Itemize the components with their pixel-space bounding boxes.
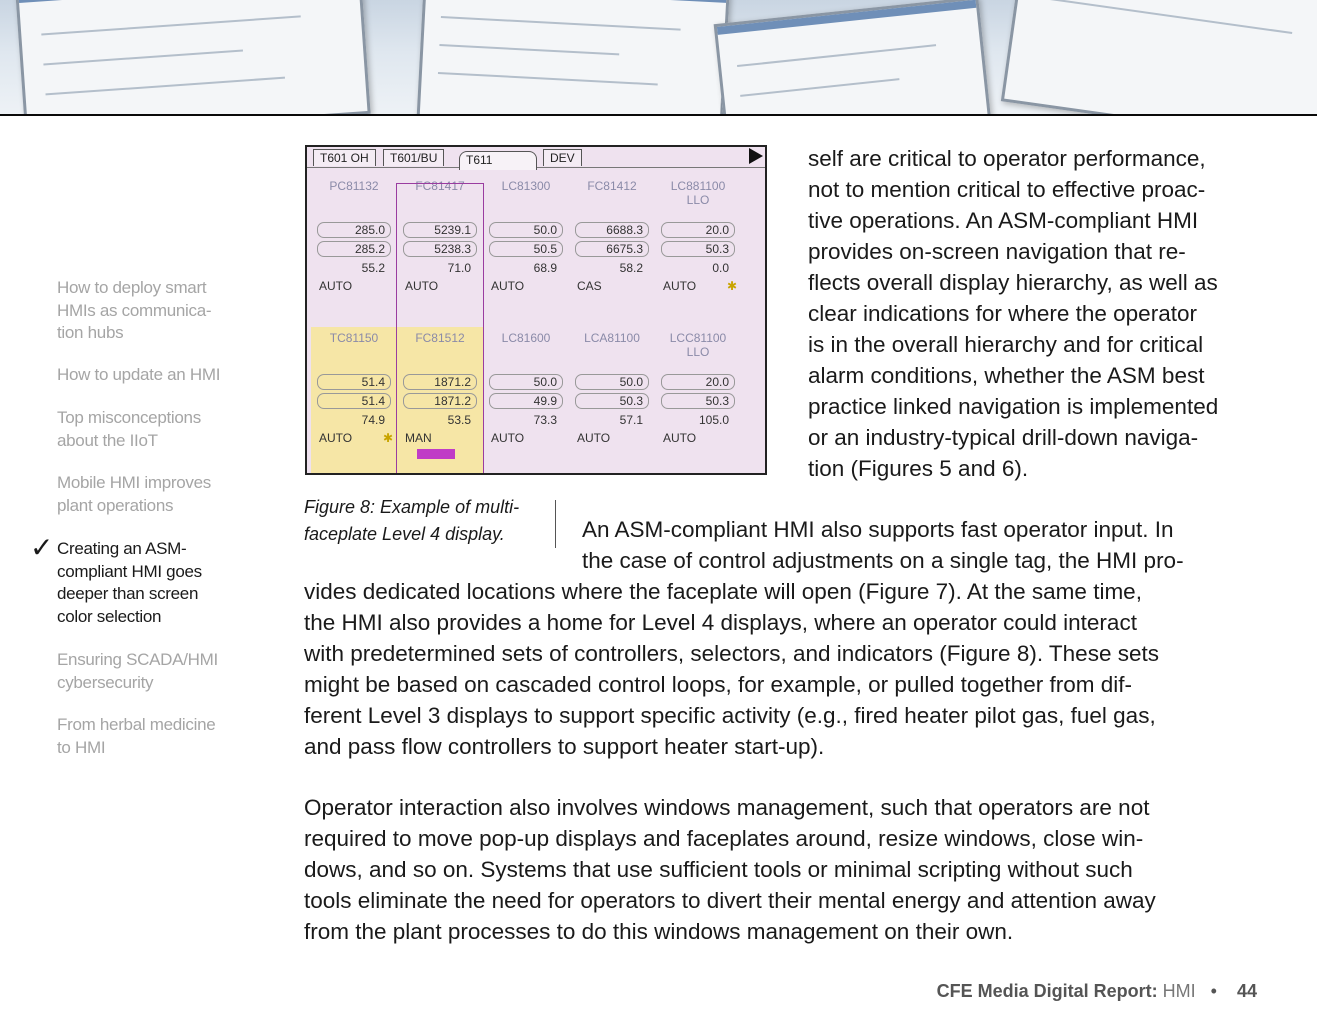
mode-label: AUTO [405, 279, 439, 293]
output-value: 0.0 [712, 261, 729, 275]
faceplate [483, 175, 569, 323]
output-value: 71.0 [447, 261, 471, 275]
nav-item-herbal-medicine[interactable] [57, 714, 237, 759]
nav-item-label: color selection [57, 606, 162, 626]
tab-t601-oh: T601 OH [313, 149, 376, 166]
text-line: from the plant processes to do this windows management on their own. [304, 919, 1014, 944]
text-line: dows, and so on. Systems that use sufficient tools or minimal scripting without such [304, 857, 1133, 882]
setpoint-value: 6688.3 [606, 223, 643, 237]
text-line: the case of control adjustments on a single tag, the HMI pro- [582, 548, 1184, 573]
banner-screen-image [1001, 0, 1317, 116]
text-line: required to move pop-up displays and faceplates around, resize windows, close win- [304, 826, 1144, 851]
setpoint-value: 285.0 [354, 223, 385, 237]
alarm-star-icon: ✱ [726, 279, 737, 293]
output-value: 73.3 [533, 413, 557, 427]
page-number: 44 [1236, 981, 1257, 1001]
nav-item-smart-hmis[interactable] [57, 277, 237, 345]
setpoint-value: 50.0 [619, 375, 643, 389]
process-value: 49.9 [533, 394, 557, 408]
setpoint-value: 51.4 [361, 375, 385, 389]
text-line: tion (Figures 5 and 6). [808, 456, 1029, 481]
figure-8-faceplate-display [305, 145, 767, 475]
text-line: or an industry-typical drill-down naviga- [808, 425, 1199, 450]
setpoint-value: 20.0 [705, 375, 729, 389]
mode-label: AUTO [663, 431, 697, 445]
footer-section: HMI [1162, 981, 1196, 1001]
text-line: with predetermined sets of controllers, selectors, and indicators (Figure 8). These sets [304, 641, 1159, 666]
faceplate [483, 327, 569, 475]
process-value: 285.2 [354, 242, 385, 256]
page-footer [937, 979, 1257, 1003]
process-value: 50.3 [619, 394, 643, 408]
nav-item-label: deeper than screen [57, 584, 199, 603]
output-value: 53.5 [447, 413, 471, 427]
tab-dev: DEV [543, 149, 582, 166]
faceplate [655, 327, 741, 475]
output-value: 68.9 [533, 261, 557, 275]
text-line: might be based on cascaded control loops, for example, or pulled together from dif- [304, 672, 1132, 697]
faceplate-tab-bar [307, 147, 765, 168]
nav-item-label: How to deploy smart [57, 278, 207, 297]
mode-label: CAS [577, 279, 602, 293]
caption-divider [555, 500, 556, 548]
text-line: Operator interaction also involves windows management, such that operators are not [304, 795, 1150, 820]
setpoint-value: 20.0 [705, 223, 729, 237]
faceplate [655, 175, 741, 323]
nav-item-iiot-misconceptions[interactable] [57, 407, 237, 452]
process-value: 51.4 [361, 394, 385, 408]
footer-bullet: • [1210, 981, 1217, 1001]
faceplate-tag: FC81512 [415, 331, 465, 345]
text-line: and pass flow controllers to support heater start-up). [304, 734, 825, 759]
output-value: 74.9 [361, 413, 385, 427]
nav-item-label: From herbal medicine [57, 715, 216, 734]
figure-caption [304, 494, 554, 548]
output-value: 55.2 [361, 261, 385, 275]
faceplate-tag: FC81417 [415, 179, 465, 193]
mode-label: AUTO [319, 431, 353, 445]
process-value: 1871.2 [434, 394, 471, 408]
nav-item-update-hmi[interactable] [57, 364, 237, 387]
nav-item-label: Top misconceptions [57, 408, 201, 427]
setpoint-value: 5239.1 [434, 223, 471, 237]
mode-label: AUTO [577, 431, 611, 445]
output-value: 58.2 [619, 261, 643, 275]
nav-item-label: Mobile HMI improves [57, 473, 211, 492]
process-value: 5238.3 [434, 242, 471, 256]
mode-label: AUTO [491, 279, 525, 293]
arrow-right-icon [749, 148, 763, 164]
faceplate-tag: TC81150 [329, 331, 379, 345]
faceplate-limit-label: LLO [686, 193, 710, 207]
text-line: An ASM-compliant HMI also supports fast operator input. In [582, 517, 1174, 542]
banner-screen-image [15, 0, 370, 116]
nav-item-label: Ensuring SCADA/HMI [57, 650, 218, 669]
text-line: self are critical to operator performance, [808, 146, 1206, 171]
nav-item-label: tion hubs [57, 323, 124, 342]
tab-t611: T611 [459, 151, 537, 170]
text-line: the HMI also provides a home for Level 4 displays, where an operator could interact [304, 610, 1137, 635]
setpoint-value: 50.0 [533, 223, 557, 237]
nav-item-label: HMIs as communica- [57, 300, 212, 320]
faceplate-tag: LC81600 [501, 331, 551, 345]
process-value: 50.3 [705, 394, 729, 408]
text-line: ferent Level 3 displays to support specific activity (e.g., fired heater pilot gas, fuel gas, [304, 703, 1156, 728]
text-line: not to mention critical to effective proac- [808, 177, 1206, 202]
checkmark-icon: ✓ [30, 532, 54, 563]
tab-t601-bu: T601/BU [383, 149, 444, 166]
nav-item-label: How to update an HMI [57, 365, 221, 384]
faceplate-tag: PC81132 [329, 179, 379, 193]
nav-item-label: Creating an ASM- [57, 539, 187, 558]
setpoint-value: 50.0 [533, 375, 557, 389]
mode-label: AUTO [663, 279, 697, 293]
mode-label: MAN [405, 431, 432, 445]
faceplate-limit-label: LLO [686, 345, 710, 359]
caption-line: faceplate Level 4 display. [304, 524, 505, 544]
text-line: provides on-screen navigation that re- [808, 239, 1186, 264]
header-rule [0, 114, 1317, 116]
output-value: 57.1 [619, 413, 643, 427]
process-value: 6675.3 [606, 242, 643, 256]
faceplate-tag: LC881100 [670, 179, 726, 193]
text-line: tive operations. An ASM-compliant HMI [808, 208, 1199, 233]
header-banner [0, 0, 1317, 116]
text-line: flects overall display hierarchy, as well as [808, 270, 1218, 295]
alarm-star-icon: ✱ [382, 431, 393, 445]
nav-item-label: to HMI [57, 737, 106, 757]
text-line: clear indications for where the operator [808, 301, 1197, 326]
faceplate-tag: LCC81100 [669, 331, 727, 345]
faceplate [569, 175, 655, 323]
output-value: 105.0 [698, 413, 729, 427]
nav-item-label: compliant HMI goes [57, 561, 202, 581]
caption-line: Figure 8: Example of multi- [304, 497, 520, 517]
faceplate-tag: LC81300 [501, 179, 551, 193]
nav-item-label: about the IIoT [57, 430, 158, 450]
nav-item-asm-compliant-hmi[interactable] [57, 538, 237, 628]
faceplate-tag: FC81412 [587, 179, 637, 193]
process-value: 50.5 [533, 242, 557, 256]
process-value: 50.3 [705, 242, 729, 256]
faceplate [311, 175, 397, 323]
faceplate [311, 327, 397, 475]
mode-label: AUTO [491, 431, 525, 445]
banner-screen-image [714, 0, 993, 116]
text-line: tools eliminate the need for operators to divert their mental energy and attention away [304, 888, 1156, 913]
nav-item-scada-cybersecurity[interactable] [57, 649, 237, 694]
nav-item-label: plant operations [57, 495, 174, 515]
banner-screen-image [416, 0, 729, 116]
setpoint-value: 1871.2 [434, 375, 471, 389]
text-line: vides dedicated locations where the faceplate will open (Figure 7). At the same time, [304, 579, 1142, 604]
text-line: is in the overall hierarchy and for critical [808, 332, 1204, 357]
nav-item-mobile-hmi[interactable] [57, 472, 237, 517]
nav-item-label: cybersecurity [57, 672, 154, 692]
mode-label: AUTO [319, 279, 353, 293]
faceplate [569, 327, 655, 475]
text-line: practice linked navigation is implemented [808, 394, 1219, 419]
text-line: alarm conditions, whether the ASM best [808, 363, 1205, 388]
faceplate-tag: LCA81100 [584, 331, 640, 345]
selected-faceplate-outline [396, 183, 484, 475]
footer-publication: CFE Media Digital Report: [936, 981, 1158, 1001]
